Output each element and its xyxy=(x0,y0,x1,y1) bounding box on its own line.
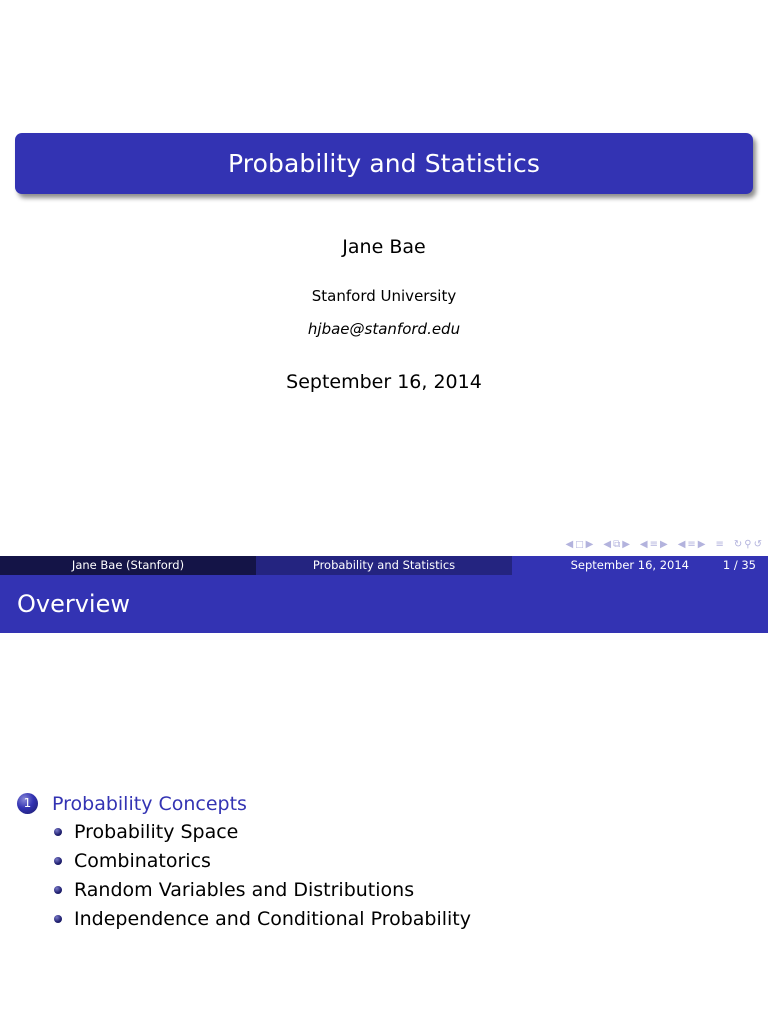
nav-section-icon[interactable]: ◀ ≡ ▶ xyxy=(639,539,668,550)
toc-subsection[interactable] xyxy=(17,846,757,875)
institute: Stanford University xyxy=(311,287,457,305)
subsection-label[interactable]: Combinatorics xyxy=(74,849,211,872)
title-box xyxy=(15,133,753,194)
footline-author: Jane Bae (Stanford) xyxy=(0,556,256,575)
frame-title: Overview xyxy=(17,590,130,618)
navigation-symbols xyxy=(557,538,762,552)
footline xyxy=(0,556,768,575)
presentation-date: September 16, 2014 xyxy=(286,371,482,393)
toc-subsection[interactable] xyxy=(17,817,757,846)
footline-date-page xyxy=(512,556,768,575)
bullet-icon xyxy=(54,857,62,865)
toc-section[interactable] xyxy=(17,790,757,817)
footline-title: Probability and Statistics xyxy=(256,556,512,575)
footline-date: September 16, 2014 xyxy=(570,558,689,572)
nav-subsection-icon[interactable]: ◀ ⧉ ▶ xyxy=(603,539,630,550)
nav-document-icon[interactable]: ≡ xyxy=(715,539,724,550)
toc-subsection[interactable] xyxy=(17,904,757,933)
nav-search-icon[interactable]: ↻ ⚲ ↺ xyxy=(733,539,762,550)
slide-title: Probability and Statistics xyxy=(228,149,540,178)
toc-subsection[interactable] xyxy=(17,875,757,904)
author-email: hjbae@stanford.edu xyxy=(307,320,461,338)
footline-page-number: 1 / 35 xyxy=(722,558,756,572)
nav-frame-icon[interactable]: ◀ □ ▶ xyxy=(565,539,594,550)
nav-section-icon[interactable]: ◀ ≡ ▶ xyxy=(677,539,706,550)
section-label[interactable]: Probability Concepts xyxy=(52,792,247,815)
bullet-icon xyxy=(54,828,62,836)
table-of-contents xyxy=(17,790,757,933)
subsection-label[interactable]: Independence and Conditional Probability xyxy=(74,907,472,930)
bullet-icon xyxy=(54,886,62,894)
subsection-list xyxy=(17,817,757,933)
subsection-label[interactable]: Random Variables and Distributions xyxy=(74,878,415,901)
subsection-label[interactable]: Probability Space xyxy=(74,820,239,843)
frame-title-bar xyxy=(0,575,768,633)
section-number-ball: 1 xyxy=(17,793,38,814)
author-name: Jane Bae xyxy=(342,236,426,258)
bullet-icon xyxy=(54,915,62,923)
